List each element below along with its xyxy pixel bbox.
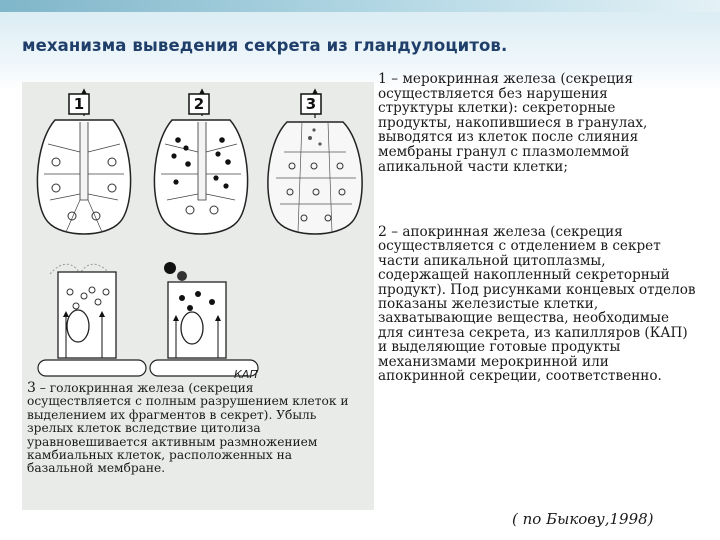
slide-title: механизма выведения секрета из гландулоцитов.	[22, 36, 508, 55]
merocrine-cell-drawing	[38, 264, 146, 376]
figure-label-2: 2	[193, 95, 205, 113]
figure-label-1: 1	[73, 95, 85, 113]
apocrine-description	[378, 225, 698, 383]
citation: ( по Быкову,1998)	[512, 510, 654, 528]
apocrine-text: – апокринная железа (секреция осуществляется с отделением в секрет части апикальной цитоплазмы, содержащей накопленный секреторный продукт). Под рисунками концевых отделов показаны железистые клетки, захватывающие вещества, необходимые для синтеза секрета, из капилляров (КАП) и выделяющие готовые продукты механизмами мерокринной или апокринной секреции, соответственно.	[378, 224, 696, 385]
holocrine-description	[27, 382, 357, 476]
apocrine-cell-drawing	[150, 262, 258, 376]
merocrine-text: – мерокринная железа (секреция осуществляется без нарушения структуры клетки): секреторные продукты, накопившиеся в гранулах, выводятся из клеток после слияния мембраны гранул с плазмолеммой апикальной части клетки;	[378, 71, 648, 175]
header-strip	[0, 0, 720, 12]
figure-label-3: 3	[305, 95, 317, 113]
capillary-label: КАП	[234, 368, 258, 381]
merocrine-description	[378, 72, 678, 174]
merocrine-number: 1	[378, 71, 387, 87]
holocrine-number: 3	[27, 380, 36, 396]
apocrine-number: 2	[378, 224, 387, 240]
holocrine-text: – голокринная железа (секреция осуществляется с полным разрушением клеток и выделением их фрагментов в секрет). Убыль зрелых клеток вследствие цитолиза уравновешивается активным размножением камбиальных клеток, расположенных на базальной мембране.	[27, 381, 349, 476]
